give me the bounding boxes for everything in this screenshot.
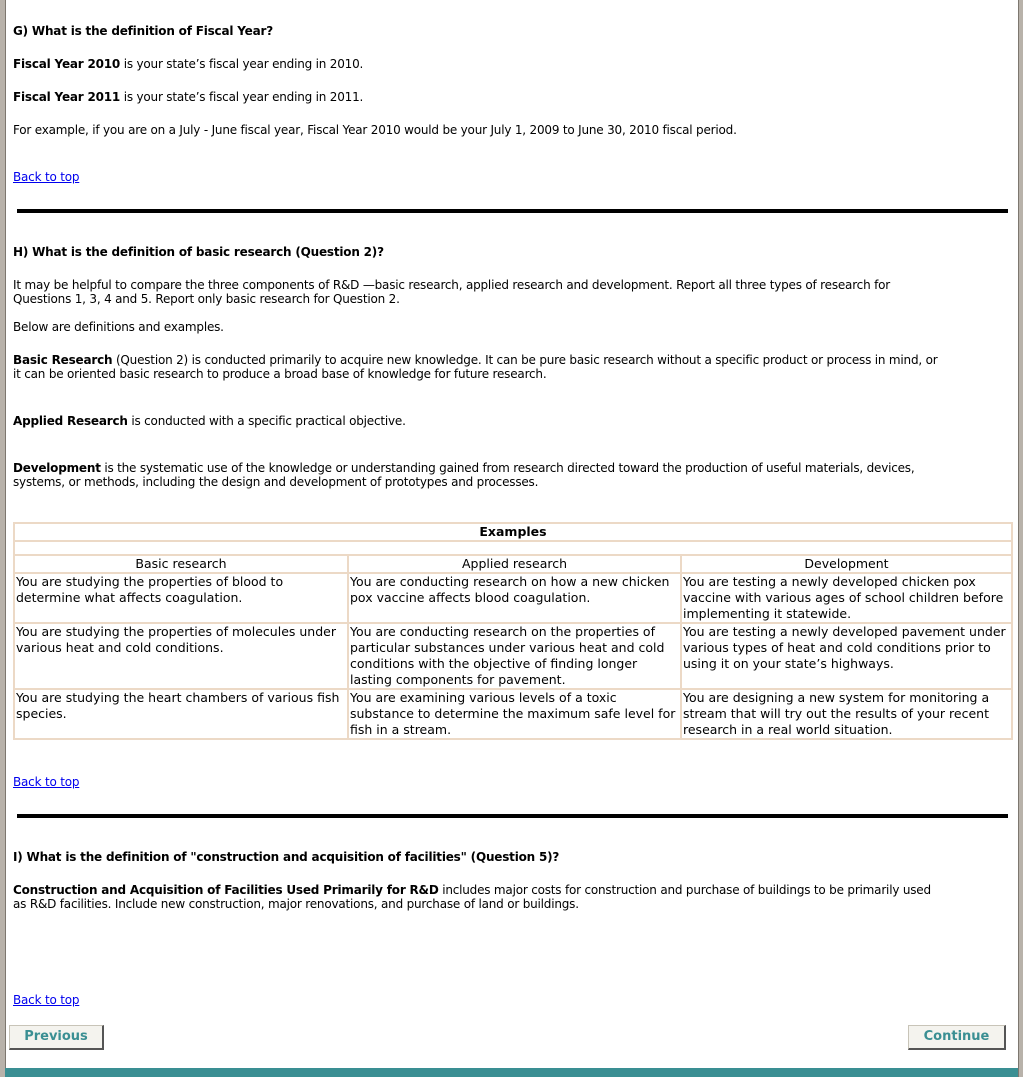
development-definition	[13, 461, 943, 489]
column-header: Basic research	[14, 555, 348, 573]
fiscal-year-example: For example, if you are on a July - June fiscal year, Fiscal Year 2010 would be your July 1, 2009 to June 30, 2010 fiscal period.	[13, 123, 737, 137]
table-row	[14, 623, 1012, 689]
back-to-top-link[interactable]: Back to top	[13, 775, 80, 789]
table-cell: You are examining various levels of a toxic substance to determine the maximum safe level for fish in a stream.	[348, 689, 681, 739]
fy2010-definition	[13, 57, 943, 71]
definition: (Question 2) is conducted primarily to acquire new knowledge. It can be pure basic research without a specific product or process in mind, or it can be oriented basic research to produce a broad base of knowledge for future research.	[13, 353, 938, 381]
table-cell: You are studying the properties of molecules under various heat and cold conditions.	[14, 623, 348, 689]
column-header: Development	[681, 555, 1012, 573]
table-cell: You are testing a newly developed chicken pox vaccine with various ages of school children before implementing it statewide.	[681, 573, 1012, 623]
window-right-border	[1018, 0, 1023, 1077]
section-divider	[17, 209, 1008, 213]
heading-text: H) What is the definition of basic research (Question 2)?	[13, 245, 384, 259]
rd-components-intro: It may be helpful to compare the three components of R&D —basic research, applied research and development. Report all three types of research for Questions 1, 3, 4 and 5. Report only basic research for Question 2.	[13, 278, 890, 306]
table-row	[14, 689, 1012, 739]
table-cell: You are studying the properties of blood to determine what affects coagulation.	[14, 573, 348, 623]
back-to-top-link[interactable]: Back to top	[13, 170, 80, 184]
term: Applied Research	[13, 414, 128, 428]
examples-table	[13, 522, 1013, 740]
definition: is your state’s fiscal year ending in 2010.	[120, 57, 364, 71]
definition: is conducted with a specific practical objective.	[127, 414, 406, 428]
term: Construction and Acquisition of Facilities Used Primarily for R&D	[13, 883, 439, 897]
fy2011-definition	[13, 90, 943, 104]
previous-button[interactable]: Previous	[9, 1025, 104, 1050]
table-cell: You are conducting research on how a new chicken pox vaccine affects blood coagulation.	[348, 573, 681, 623]
table-cell: You are studying the heart chambers of various fish species.	[14, 689, 348, 739]
table-title	[14, 523, 1012, 541]
term: Development	[13, 461, 101, 475]
section-divider	[17, 814, 1008, 818]
footer-bar	[5, 1068, 1018, 1077]
heading-text: I) What is the definition of "construction and acquisition of facilities" (Question 5)?	[13, 850, 560, 864]
section-g-heading	[13, 24, 943, 38]
heading-text: G) What is the definition of Fiscal Year?	[13, 24, 273, 38]
table-cell: You are conducting research on the properties of particular substances under various heat and cold conditions with the objective of finding longer lasting components for pavement.	[348, 623, 681, 689]
column-header: Applied research	[348, 555, 681, 573]
term: Basic Research	[13, 353, 113, 367]
term: Fiscal Year 2011	[13, 90, 121, 104]
section-h-heading	[13, 245, 943, 259]
table-header-row	[14, 555, 1012, 573]
section-i-heading	[13, 850, 943, 864]
applied-research-definition	[13, 414, 943, 428]
table-title-text: Examples	[479, 524, 547, 539]
basic-research-definition	[13, 353, 943, 381]
table-cell: You are designing a new system for monitoring a stream that will try out the results of your recent research in a real world situation.	[681, 689, 1012, 739]
window-left-border	[0, 0, 6, 1077]
term: Fiscal Year 2010	[13, 57, 121, 71]
definition: is your state’s fiscal year ending in 2011.	[120, 90, 364, 104]
definition: is the systematic use of the knowledge or understanding gained from research directed toward the production of useful materials, devices, systems, or methods, including the design and development of prototypes and processes.	[13, 461, 915, 489]
back-to-top-link[interactable]: Back to top	[13, 993, 80, 1007]
continue-button[interactable]: Continue	[908, 1025, 1006, 1050]
definitions-intro: Below are definitions and examples.	[13, 320, 224, 334]
spacer-row	[14, 541, 1012, 555]
table-cell: You are testing a newly developed pavement under various types of heat and cold conditions prior to using it on your state’s highways.	[681, 623, 1012, 689]
table-row	[14, 573, 1012, 623]
definition: includes major costs for construction and purchase of buildings to be primarily used as R&D facilities. Include new construction, major renovations, and purchase of land or buildings.	[13, 883, 931, 911]
facilities-definition	[13, 883, 943, 911]
